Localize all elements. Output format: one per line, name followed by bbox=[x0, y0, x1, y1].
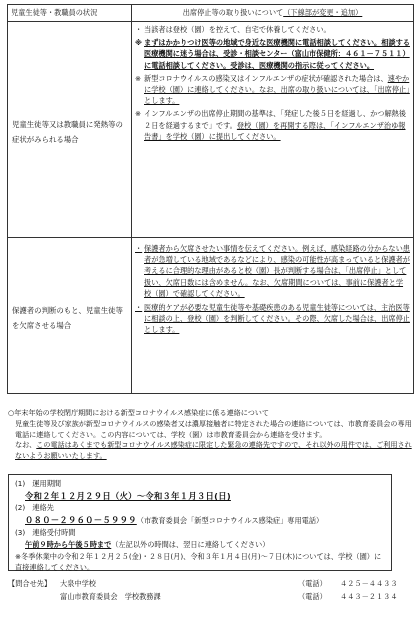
new-year-notice bbox=[8, 408, 414, 462]
header-handling bbox=[132, 5, 414, 22]
condition-fever: 児童生徒等又は教職員に発熱等の症状がみられる場合 bbox=[8, 22, 132, 238]
phone-label: （電話） bbox=[298, 591, 327, 601]
header-change-note: （下線部が変更・追加） bbox=[283, 8, 363, 18]
handling-fever bbox=[132, 22, 414, 238]
handling-parent-absence bbox=[132, 238, 414, 394]
attendance-suspension-text: なお、出席の取り扱いについては、「出席停止」とします。 bbox=[144, 85, 410, 106]
hours-note: （左記以外の時間は、翌日に連絡してください） bbox=[111, 540, 270, 549]
contact-label: (2) 連絡先 bbox=[15, 503, 54, 512]
list-item: ・ 当該者は登校（園）を控えて、自宅で休養してください。 bbox=[135, 24, 410, 35]
header-status: 児童生徒等・教職員の状況 bbox=[8, 5, 132, 22]
table-row bbox=[8, 22, 414, 238]
list-item: ※ インフルエンザの出席停止期間の基準は、「発症した後５日を経過し、かつ解熱後２日を経過するまで」です。登校（園）を再開する際は、「インフルエンザ治ゆ報告書」を学校（園）に提出してください。 bbox=[135, 109, 407, 141]
confirmed-infection-text: 新型コロナウイルスの感染又はインフルエンザの症状が確認された場合は、 bbox=[144, 73, 388, 83]
list-item: ・ 保護者から欠席させたい事情を伝えてください。例えば、感染経路の分からない患者が急増している地域であるなどにより、感染の可能性が高まっていると保護者が考えるに合理的な理由があると校（園）長が判断する場合は、「出席停止」として扱い、欠席日数には含めません。なお、欠席期間については、事前に保護者と学校（園）で確認してください。 bbox=[135, 244, 410, 298]
condition-parent-absence: 保護者の判断のもと、児童生徒等を欠席させる場合 bbox=[8, 238, 132, 394]
list-item: ※ 新型コロナウイルスの感染又はインフルエンザの症状が確認された場合は、速やかに学校（園）に連絡してください。なお、出席の取り扱いについては、「出席停止」とします。 bbox=[135, 73, 410, 106]
notice-heading: ○年末年始の学校閉庁期間における新型コロナウイルス感染症に係る連絡について bbox=[8, 408, 269, 417]
header-handling-label: 出席停止等の取り扱いについて bbox=[182, 8, 284, 18]
school-name: 大泉中学校 bbox=[60, 579, 96, 588]
period-label: (1) 運用期間 bbox=[15, 479, 62, 488]
notice-caution-underlined: この電話はあくまでも新型コロナウイルス感染症に限定した緊急の連絡先ですので、それ以外の用件では、ご利用されないようお願いいたします。 bbox=[15, 440, 412, 461]
influenza-criteria-text: インフルエンザの出席停止期間の基準は、「発症した後５日を経過し、かつ解熱後２日を経過するまで」です。 bbox=[144, 109, 407, 130]
winter-break-note: ※冬季休業中の令和２年１２月２５(金)・２８日(月)、令和３年１月４日(月)～７日(木)については、学校（園）に直接連絡してください。 bbox=[15, 552, 382, 572]
hotline-note: （市教育委員会「新型コロナウイルス感染症」専用電話） bbox=[136, 516, 324, 525]
contact-school-text: 速やかに学校（園）に連絡してください。 bbox=[144, 73, 410, 95]
table-header-row bbox=[8, 5, 414, 22]
list-item: ※ まずはかかりつけ医等の地域で身近な医療機関に電話相談してください。相談する医療機関に迷う場合は、受診・相談センター（富山市保健所：４６１－７５１１）に電話相談してください。受診は、医療機関の指示に従ってください。 bbox=[135, 38, 410, 70]
list-item: ・ 医療的ケアが必要な児童生徒等や基礎疾患のある児童生徒等については、主治医等に相談の上、登校（園）を判断してください。その際、欠席した場合は、出席停止とします。 bbox=[135, 303, 410, 335]
hours-label: (3) 連絡受付時間 bbox=[15, 528, 76, 537]
inquiry-label: 【問合せ先】 bbox=[8, 579, 52, 588]
period-value: 令和２年１２月２９日（火）～令和３年１月３日(日) bbox=[25, 491, 231, 501]
guidance-table bbox=[7, 4, 414, 394]
phone-label: （電話） bbox=[298, 579, 327, 588]
hotline-phone: ０８０－２９６０－５９９９ bbox=[25, 515, 137, 525]
notice-caution: なお、この電話はあくまでも新型コロナウイルス感染症に限定した緊急の連絡先ですので、それ以外の用件では、ご利用されないようお願いいたします。 bbox=[15, 440, 412, 461]
hours-value: 午前９時から午後５時まで bbox=[25, 540, 112, 549]
consult-clinic-text: まずはかかりつけ医等の地域で身近な医療機関に電話相談してください。相談する医療機関に迷う場合は、受診・相談センター（富山市保健所：４６１－７５１１）に電話相談してください。受診は、医療機関の指示に従ってください。 bbox=[144, 38, 410, 70]
stay-home-text: 当該者は登校（園）を控えて、自宅で休養してください。 bbox=[144, 25, 331, 34]
table-row bbox=[8, 238, 414, 394]
board-phone: ４４３－２１３４ bbox=[340, 591, 398, 601]
medical-care-text: 医療的ケアが必要な児童生徒等や基礎疾患のある児童生徒等については、主治医等に相談の上、登校（園）を判断してください。その際、欠席した場合は、出席停止とします。 bbox=[144, 303, 410, 335]
influenza-report-text: 登校（園）を再開する際は、「インフルエンザ治ゆ報告書」を学校（園）に提出してください。 bbox=[144, 120, 406, 141]
parent-reason-text: 保護者から欠席させたい事情を伝えてください。例えば、感染経路の分からない患者が急増している地域であるなどにより、感染の可能性が高まっていると保護者が考えるに合理的な理由があると校（園）長が判断する場合は、「出席停止」として扱い、欠席日数には含めません。なお、欠席期間については、事前に保護者と学校（園）で確認してください。 bbox=[144, 244, 410, 298]
board-name: 富山市教育委員会 学校教務課 bbox=[60, 591, 161, 601]
notice-body: 児童生徒等及び家族が新型コロナウイルスの感染者又は濃厚接触者に特定された場合の連絡については、市教育委員会の専用電話に連絡してください。この内容については、学校（園）は市教育委員会から連絡を受けます。 bbox=[15, 418, 412, 439]
school-phone: ４２５－４４３３ bbox=[340, 579, 398, 588]
inquiry-contacts bbox=[8, 578, 414, 603]
hotline-info-box bbox=[8, 474, 392, 571]
